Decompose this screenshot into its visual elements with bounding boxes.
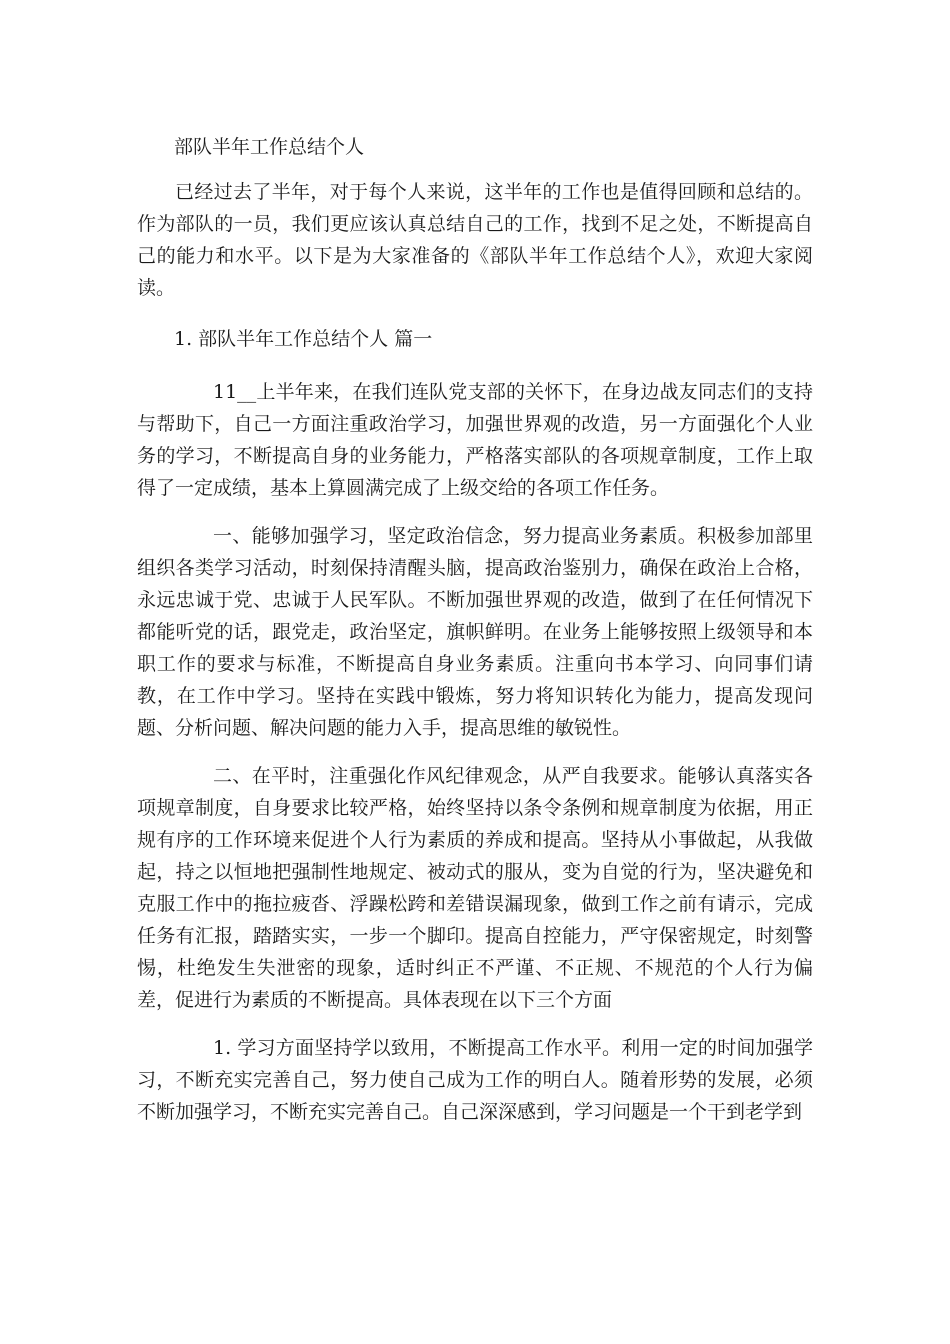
body-paragraph-1: 11__上半年来，在我们连队党支部的关怀下，在身边战友同志们的支持与帮助下，自己一方面注重政治学习，加强世界观的改造，另一方面强化个人业务的学习，不断提高自身的业务能力，严格落实部队的各项规章制度，工作上取得了一定成绩，基本上算圆满完成了上级交给的各项工作任务。 <box>137 381 813 499</box>
body-paragraph-2: 一、能够加强学习，坚定政治信念，努力提高业务素质。积极参加部里组织各类学习活动，时刻保持清醒头脑，提高政治鉴别力，确保在政治上合格，永远忠诚于党、忠诚于人民军队。不断加强世界观的改造，做到了在任何情况下都能听党的话，跟党走，政治坚定，旗帜鲜明。在业务上能够按照上级领导和本职工作的要求与标准，不断提高自身业务素质。注重向书本学习、向同事们请教，在工作中学习。坚持在实践中锻炼，努力将知识转化为能力，提高发现问题、分析问题、解决问题的能力入手，提高思维的敏锐性。 <box>137 525 813 739</box>
section-heading: 1. 部队半年工作总结个人 篇一 <box>174 328 433 350</box>
body-paragraph-4: 1. 学习方面坚持学以致用，不断提高工作水平。利用一定的时间加强学习，不断充实完善自己，努力使自己成为工作的明白人。随着形势的发展，必须不断加强学习，不断充实完善自己。自己深深感到，学习问题是一个干到老学到 <box>137 1037 813 1123</box>
document-title: 部队半年工作总结个人 <box>174 136 365 158</box>
body-paragraph-3: 二、在平时，注重强化作风纪律观念，从严自我要求。能够认真落实各项规章制度，自身要求比较严格，始终坚持以条令条例和规章制度为依据，用正规有序的工作环境来促进个人行为素质的养成和提高。坚持从小事做起，从我做起，持之以恒地把强制性地规定、被动式的服从，变为自觉的行为，坚决避免和克服工作中的拖拉疲沓、浮躁松跨和差错误漏现象，做到工作之前有请示，完成任务有汇报，踏踏实实，一步一个脚印。提高自控能力，严守保密规定，时刻警惕，杜绝发生失泄密的现象，适时纠正不严谨、不正规、不规范的个人行为偏差，促进行为素质的不断提高。具体表现在以下三个方面 <box>137 765 813 1011</box>
intro-paragraph: 已经过去了半年，对于每个人来说，这半年的工作也是值得回顾和总结的。作为部队的一员，我们更应该认真总结自己的工作，找到不足之处，不断提高自己的能力和水平。以下是为大家准备的《部队半年工作总结个人》，欢迎大家阅读。 <box>137 181 813 299</box>
document-page <box>137 128 813 1144</box>
